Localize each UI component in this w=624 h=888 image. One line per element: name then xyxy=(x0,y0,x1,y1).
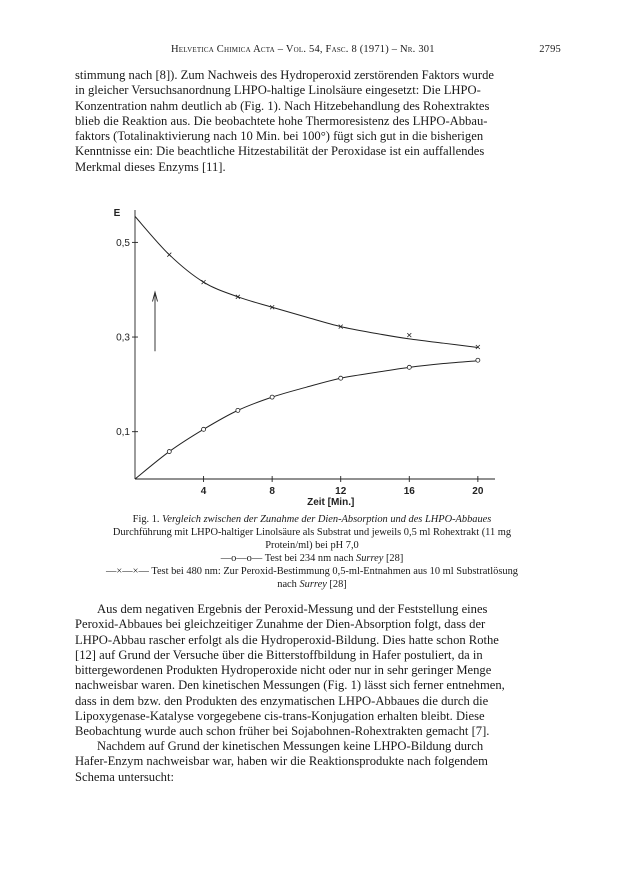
x-tick-label: 8 xyxy=(269,486,275,497)
data-point-circle xyxy=(167,450,171,454)
x-tick-label: 4 xyxy=(200,486,207,497)
paragraph-1 xyxy=(75,68,561,175)
data-point-circle xyxy=(407,365,411,369)
text-line: LHPO-Abbau rascher erfolgt als die Hydroperoxid-Bildung. Dies hatte schon Rothe xyxy=(75,632,499,647)
x-tick-label: 12 xyxy=(335,486,347,497)
data-point-circle xyxy=(339,376,343,380)
legend-cross-ref: [28] xyxy=(329,579,347,590)
x-axis-label: Zeit [Min.] xyxy=(307,497,355,508)
text-line: in gleicher Versuchsanordnung LHPO-haltige Linolsäure eingesetzt: Die LHPO- xyxy=(75,83,481,98)
caption-legend-cross xyxy=(45,565,579,578)
x-tick-label: 16 xyxy=(403,486,415,497)
legend-circle-ref-name: Surrey xyxy=(356,553,384,564)
text-line: nachweisbar waren. Den kinetischen Messungen (Fig. 1) lässt sich ferner entnehmen, xyxy=(75,678,505,693)
paragraph-2 xyxy=(75,602,561,740)
legend-circle-ref: [28] xyxy=(385,553,404,564)
text-line: Peroxid-Abbaues bei gleichzeitiger Zunahme der Dien-Absorption folgt, dass der xyxy=(75,617,486,632)
text-line: Beobachtung wurde auch schon früher bei Sojabohnen-Rohextrakten gemacht [7]. xyxy=(75,724,490,739)
legend-circle-text: Test bei 234 nm nach xyxy=(264,553,354,564)
text-line: Konzentration nahm deutlich ab (Fig. 1). Nach Hitzebehandlung des Rohextraktes xyxy=(75,98,490,113)
text-line: Hafer-Enzym nachweisbar war, haben wir die Reaktionsprodukte nach folgendem xyxy=(75,754,488,769)
text-line: dass in dem bzw. den Produkten des enzymatischen LHPO-Abbaues die durch die xyxy=(75,693,489,708)
y-tick-label: 0,5 xyxy=(116,237,130,249)
data-point-circle xyxy=(202,427,206,431)
text-line: bittergewordenen Produkten Hydroperoxide nicht oder nur in sehr geringer Menge xyxy=(75,663,492,678)
chart-labels xyxy=(114,208,484,508)
data-point-circle xyxy=(236,408,240,412)
legend-cross-text: Test bei 480 nm: Zur Peroxid-Bestimmung 0,5-ml-Entnahmen aus 10 ml Substratlösung xyxy=(151,566,518,577)
legend-cross-ref-name: Surrey xyxy=(299,579,327,590)
text-line: Aus dem negativen Ergebnis der Peroxid-Messung und der Feststellung eines xyxy=(97,602,488,616)
series-circle-line xyxy=(135,361,478,479)
data-point-circle xyxy=(270,395,274,399)
figure-caption xyxy=(45,513,579,591)
caption-line: Protein/ml) bei pH 7,0 xyxy=(265,540,359,551)
paragraph-3 xyxy=(75,739,561,785)
legend-circle-marker: —o—o— xyxy=(220,553,263,564)
caption-title: Vergleich zwischen der Zunahme der Dien-Absorption und des LHPO-Abbaues xyxy=(162,514,492,525)
caption-line: Durchführung mit LHPO-haltiger Linolsäure als Substrat und jeweils 0,5 ml Rohextrakt (11 mg xyxy=(112,527,512,538)
data-point-circle xyxy=(476,358,480,362)
data-point-cross xyxy=(167,253,171,257)
text-line: Lipoxygenase-Katalyse vorgegebene cis-trans-Konjugation erhalten bleibt. Diese xyxy=(75,709,485,724)
running-header xyxy=(75,44,561,60)
text-line: Merkmal dieses Enzyms [11]. xyxy=(75,159,226,174)
legend-cross-line2: nach xyxy=(277,579,297,590)
y-tick-label: 0,1 xyxy=(116,427,130,439)
legend-cross-marker: —×—×— xyxy=(106,566,149,577)
caption-figure-number: Fig. 1. xyxy=(132,514,160,525)
figure-1-chart xyxy=(100,196,520,508)
y-axis-label: E xyxy=(113,208,121,219)
series-cross-line xyxy=(135,216,478,347)
x-tick-label: 20 xyxy=(472,486,484,497)
text-line: blieb die Reaktion aus. Die beobachtete hohe Thermoresistenz des LHPO-Abbau- xyxy=(75,113,488,128)
page-number: 2795 xyxy=(539,44,561,55)
text-line: faktors (Totalinaktivierung nach 10 Min. bei 100°) fügt sich gut in die bisherigen xyxy=(75,129,484,144)
text-line: [12] auf Grund der Versuche über die Bitterstoffbildung in Hafer postuliert, da in xyxy=(75,647,483,662)
chart-series xyxy=(135,216,480,479)
chart-axes xyxy=(132,210,495,482)
text-line: stimmung nach [8]). Zum Nachweis des Hydroperoxid zerstörenden Faktors wurde xyxy=(75,68,494,82)
text-line: Kenntnisse ein: Die beachtliche Hitzestabilität der Peroxidase ist ein auffallendes xyxy=(75,144,485,159)
text-line: Nachdem auf Grund der kinetischen Messungen keine LHPO-Bildung durch xyxy=(97,739,484,753)
text-line: Schema untersucht: xyxy=(75,769,174,784)
data-point-cross xyxy=(407,333,411,337)
data-point-cross xyxy=(202,280,206,284)
journal-running-title: Helvetica Chimica Acta – Vol. 54, Fasc. 8 (1971) – Nr. 301 xyxy=(171,44,435,55)
y-tick-label: 0,3 xyxy=(116,332,130,344)
caption-legend-circle xyxy=(45,552,579,565)
